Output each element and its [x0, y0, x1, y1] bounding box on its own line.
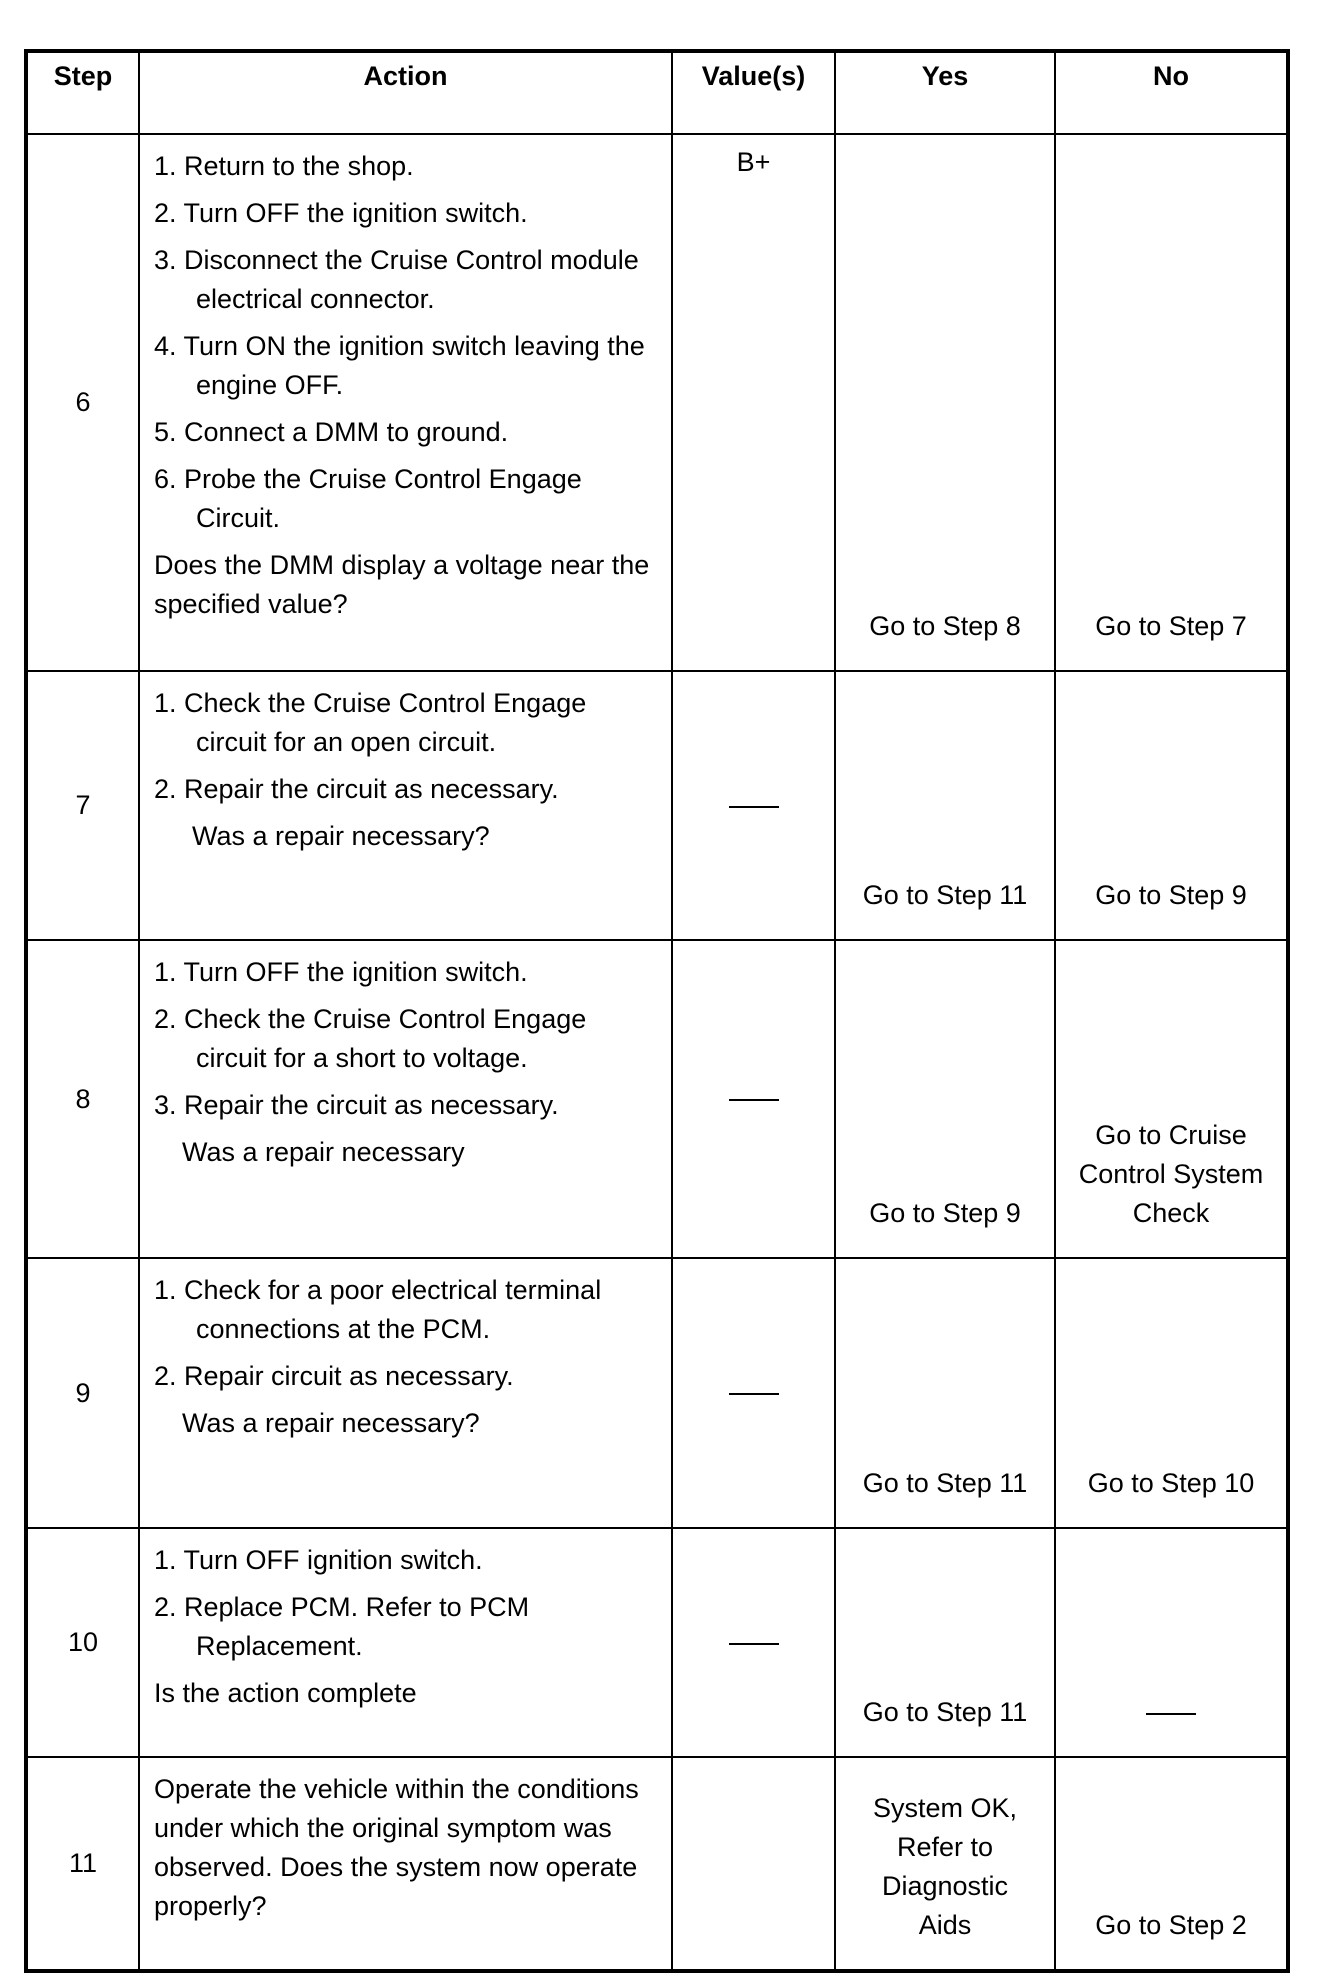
yes-cell: Go to Step 8 [835, 134, 1055, 671]
action-question: Was a repair necessary? [192, 821, 490, 851]
dash-mark [729, 1099, 779, 1101]
diagnostic-table [24, 49, 1290, 1973]
action-question: Was a repair necessary [182, 1137, 465, 1167]
value-cell: B+ [672, 134, 835, 671]
dash-mark [729, 1393, 779, 1395]
yes-cell: Go to Step 11 [835, 1258, 1055, 1528]
action-paragraph: Operate the vehicle within the conditions under which the original symptom was observed. Does the system now operate properly? [154, 1774, 639, 1921]
action-cell [139, 671, 672, 940]
step-number: 6 [26, 134, 139, 671]
table-row [26, 134, 1288, 671]
dash-mark [729, 806, 779, 808]
table-row [26, 940, 1288, 1258]
step-number: 8 [26, 940, 139, 1258]
action-cell [139, 940, 672, 1258]
action-item: 1. Check the Cruise Control Engage circuit for an open circuit. [154, 688, 587, 757]
table-row [26, 1757, 1288, 1971]
action-question: Is the action complete [154, 1678, 417, 1708]
action-item: 2. Repair circuit as necessary. [154, 1361, 514, 1391]
action-cell [139, 1258, 672, 1528]
action-cell [139, 1757, 672, 1971]
action-item: 1. Check for a poor electrical terminal connections at the PCM. [154, 1275, 602, 1344]
no-cell: Go to Cruise Control System Check [1055, 940, 1288, 1258]
header-values: Value(s) [672, 51, 835, 134]
action-item: 1. Turn OFF the ignition switch. [154, 957, 528, 987]
header-no: No [1055, 51, 1288, 134]
value-cell [672, 1757, 835, 1971]
value-cell [672, 1528, 835, 1757]
action-item: 2. Check the Cruise Control Engage circuit for a short to voltage. [154, 1004, 587, 1073]
no-cell: Go to Step 9 [1055, 671, 1288, 940]
no-cell: Go to Step 2 [1055, 1757, 1288, 1971]
value-cell [672, 671, 835, 940]
action-item: 2. Replace PCM. Refer to PCM Replacement. [154, 1592, 530, 1661]
action-item: 5. Connect a DMM to ground. [154, 417, 509, 447]
step-number: 11 [26, 1757, 139, 1971]
value-cell [672, 940, 835, 1258]
no-cell [1055, 1528, 1288, 1757]
action-item: 3. Repair the circuit as necessary. [154, 1090, 559, 1120]
action-question: Was a repair necessary? [182, 1408, 480, 1438]
yes-cell: Go to Step 9 [835, 940, 1055, 1258]
action-item: 4. Turn ON the ignition switch leaving the engine OFF. [154, 331, 645, 400]
table-row [26, 1528, 1288, 1757]
table-row [26, 1258, 1288, 1528]
step-number: 9 [26, 1258, 139, 1528]
action-cell [139, 1528, 672, 1757]
no-cell: Go to Step 10 [1055, 1258, 1288, 1528]
header-yes: Yes [835, 51, 1055, 134]
dash-mark [1146, 1713, 1196, 1715]
action-item: 6. Probe the Cruise Control Engage Circuit. [154, 464, 582, 533]
header-step: Step [26, 51, 139, 134]
action-item: 1. Turn OFF ignition switch. [154, 1545, 483, 1575]
yes-cell: Go to Step 11 [835, 1528, 1055, 1757]
action-item: 2. Repair the circuit as necessary. [154, 774, 559, 804]
yes-cell: Go to Step 11 [835, 671, 1055, 940]
action-item: 3. Disconnect the Cruise Control module electrical connector. [154, 245, 639, 314]
header-row [26, 51, 1288, 134]
no-cell: Go to Step 7 [1055, 134, 1288, 671]
action-question: Does the DMM display a voltage near the specified value? [154, 550, 650, 619]
header-action: Action [139, 51, 672, 134]
action-item: 1. Return to the shop. [154, 151, 414, 181]
yes-cell: System OK, Refer to Diagnostic Aids [835, 1757, 1055, 1971]
dash-mark [729, 1643, 779, 1645]
table-row [26, 671, 1288, 940]
action-cell [139, 134, 672, 671]
value-cell [672, 1258, 835, 1528]
step-number: 10 [26, 1528, 139, 1757]
action-item: 2. Turn OFF the ignition switch. [154, 198, 528, 228]
step-number: 7 [26, 671, 139, 940]
